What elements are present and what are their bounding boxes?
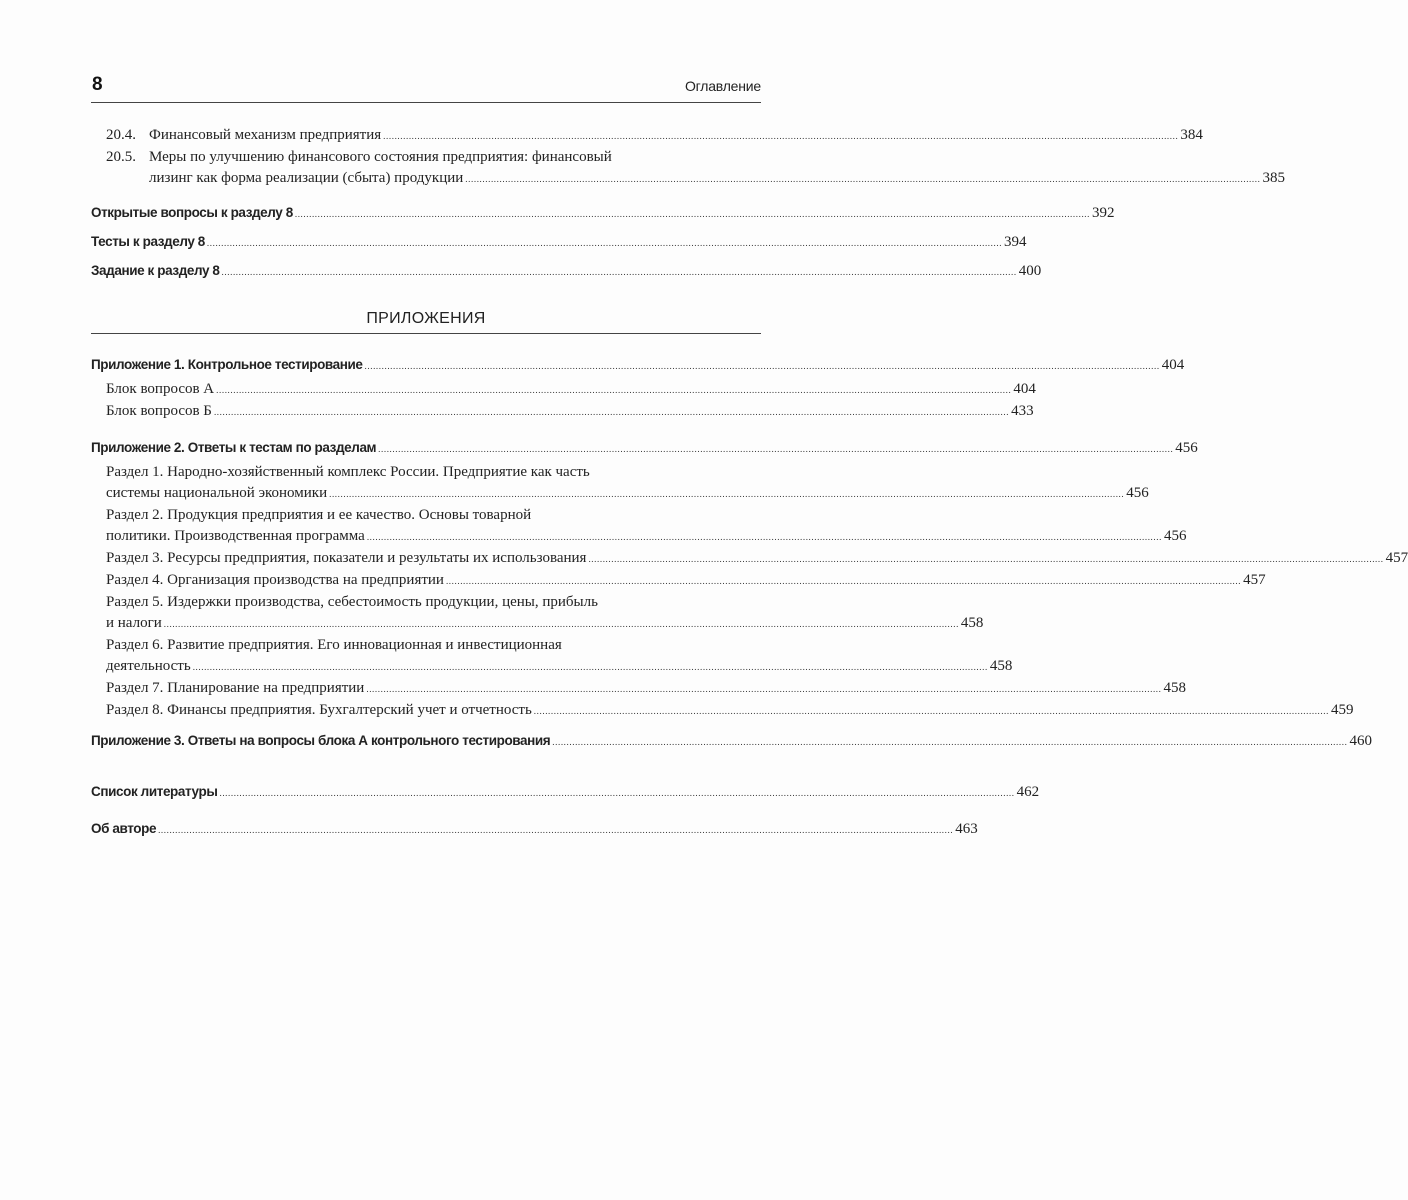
toc-page-number: 460	[1349, 733, 1372, 749]
toc-entry-title: Задание к разделу 8	[91, 263, 220, 278]
leader-dots	[158, 818, 953, 841]
leader-dots	[164, 613, 959, 635]
toc-page-number: 394	[1004, 234, 1027, 250]
toc-entry-20-5[interactable]	[91, 147, 1285, 190]
running-title: Оглавление	[684, 78, 761, 94]
toc-entry-open-questions[interactable]	[91, 202, 1115, 225]
toc-entry-title: Раздел 8. Финансы предприятия. Бухгалтерский учет и отчетность	[106, 702, 532, 718]
toc-entry-section-7[interactable]	[91, 678, 1186, 700]
toc-entry-section-3[interactable]	[91, 548, 1408, 570]
toc-about-author-block	[91, 818, 978, 841]
toc-appendix-1-block	[91, 354, 1185, 423]
toc-page-number: 457	[1243, 572, 1266, 588]
toc-entry-title: Раздел 4. Организация производства на предприятии	[106, 572, 444, 588]
toc-page-number: 457	[1385, 550, 1408, 566]
leader-dots	[329, 483, 1124, 505]
page-header	[91, 74, 761, 103]
toc-entry-assignment[interactable]	[91, 260, 1042, 283]
toc-entry-title: Блок вопросов Б	[106, 403, 212, 419]
toc-entry-title-cont: лизинг как форма реализации (сбыта) продукции	[149, 170, 464, 186]
leader-dots	[365, 354, 1160, 377]
toc-entry-title: Тесты к разделу 8	[91, 234, 205, 249]
toc-entry-title: Открытые вопросы к разделу 8	[91, 205, 293, 220]
toc-page-number: 456	[1175, 440, 1198, 456]
toc-chapter-20-block	[91, 125, 1285, 190]
toc-entry-section-2[interactable]	[91, 505, 1187, 548]
toc-entry-appendix-1[interactable]	[91, 354, 1185, 377]
toc-page-number: 400	[1018, 263, 1042, 279]
toc-entry-title: Приложение 2. Ответы к тестам по разделам	[91, 440, 377, 455]
toc-page-number: 462	[1016, 784, 1040, 800]
page-number: 8	[92, 74, 103, 95]
leader-dots	[588, 548, 1383, 570]
leader-dots	[367, 526, 1162, 548]
toc-entry-title: Меры по улучшению финансового состояния предприятия: финансовый	[149, 149, 612, 165]
toc-entry-section-4[interactable]	[91, 570, 1266, 592]
toc-entry-title: Раздел 3. Ресурсы предприятия, показатели и результаты их использования	[106, 550, 587, 566]
toc-entry-section-1[interactable]	[91, 462, 1149, 505]
leader-dots	[383, 125, 1178, 147]
toc-entry-appendix-2[interactable]	[91, 437, 1198, 460]
toc-entry-title: Блок вопросов А	[106, 381, 215, 397]
leader-dots	[534, 700, 1329, 722]
leader-dots	[207, 231, 1002, 254]
toc-page-number: 458	[1163, 680, 1186, 696]
toc-entry-number: 20.5.	[106, 149, 136, 165]
toc-entry-20-4[interactable]	[91, 125, 1203, 147]
toc-entry-title-cont: системы национальной экономики	[106, 485, 328, 501]
leader-dots	[216, 379, 1011, 401]
toc-page-number: 456	[1126, 485, 1149, 501]
leader-dots	[295, 202, 1090, 225]
leader-dots	[219, 781, 1014, 804]
toc-page-number: 404	[1161, 357, 1185, 373]
toc-entry-title: Раздел 6. Развитие предприятия. Его инновационная и инвестиционная	[106, 637, 562, 653]
toc-page-number: 458	[960, 615, 984, 631]
toc-entry-about-author[interactable]	[91, 818, 978, 841]
toc-entry-appendix-3[interactable]	[91, 730, 1372, 753]
leader-dots	[465, 168, 1260, 190]
toc-entry-title: Раздел 1. Народно-хозяйственный комплекс России. Предприятие как часть	[106, 464, 590, 480]
toc-bibliography-block	[91, 781, 1040, 804]
toc-entry-title: Раздел 2. Продукция предприятия и ее качество. Основы товарной	[106, 507, 532, 523]
leader-dots	[446, 570, 1241, 592]
leader-dots	[193, 656, 988, 678]
leader-dots	[552, 730, 1347, 753]
toc-entry-title-cont: политики. Производственная программа	[106, 528, 365, 544]
toc-entry-title: Раздел 7. Планирование на предприятии	[106, 680, 365, 696]
toc-page-number: 392	[1092, 205, 1115, 221]
toc-entry-title: Финансовый механизм предприятия	[149, 127, 382, 143]
toc-entry-number: 20.4.	[106, 127, 136, 143]
toc-page-number: 463	[955, 821, 978, 837]
toc-page-number: 404	[1013, 381, 1036, 397]
toc-section-8-block	[91, 202, 1115, 283]
toc-page-number: 433	[1011, 403, 1034, 419]
toc-entry-section-6[interactable]	[91, 635, 1013, 678]
toc-entry-tests[interactable]	[91, 231, 1027, 254]
toc-entry-bibliography[interactable]	[91, 781, 1040, 804]
toc-entry-title: Приложение 1. Контрольное тестирование	[91, 357, 363, 372]
toc-appendix-2-block	[91, 437, 1408, 722]
toc-entry-title: Список литературы	[91, 784, 218, 799]
leader-dots	[366, 678, 1161, 700]
toc-entry-section-5[interactable]	[91, 592, 984, 635]
toc-entry-section-8[interactable]	[91, 700, 1354, 722]
toc-entry-block-b[interactable]	[91, 401, 1034, 423]
toc-page-number: 384	[1180, 127, 1203, 143]
toc-entry-title: Приложение 3. Ответы на вопросы блока А контрольного тестирования	[91, 733, 551, 748]
leader-dots	[378, 437, 1173, 460]
toc-page-number: 456	[1163, 528, 1187, 544]
toc-page-number: 385	[1262, 170, 1285, 186]
toc-entry-title: Об авторе	[91, 821, 157, 836]
toc-entry-title-cont: деятельность	[106, 658, 191, 674]
leader-dots	[222, 260, 1017, 283]
leader-dots	[214, 401, 1009, 423]
toc-page-number: 458	[989, 658, 1013, 674]
toc-entry-block-a[interactable]	[91, 379, 1036, 401]
toc-entry-title-cont: и налоги	[106, 615, 162, 631]
toc-entry-title: Раздел 5. Издержки производства, себестоимость продукции, цены, прибыль	[106, 594, 598, 610]
toc-page-number: 459	[1330, 702, 1354, 718]
toc-appendix-3-block	[91, 730, 1372, 753]
appendices-heading: ПРИЛОЖЕНИЯ	[91, 310, 761, 334]
